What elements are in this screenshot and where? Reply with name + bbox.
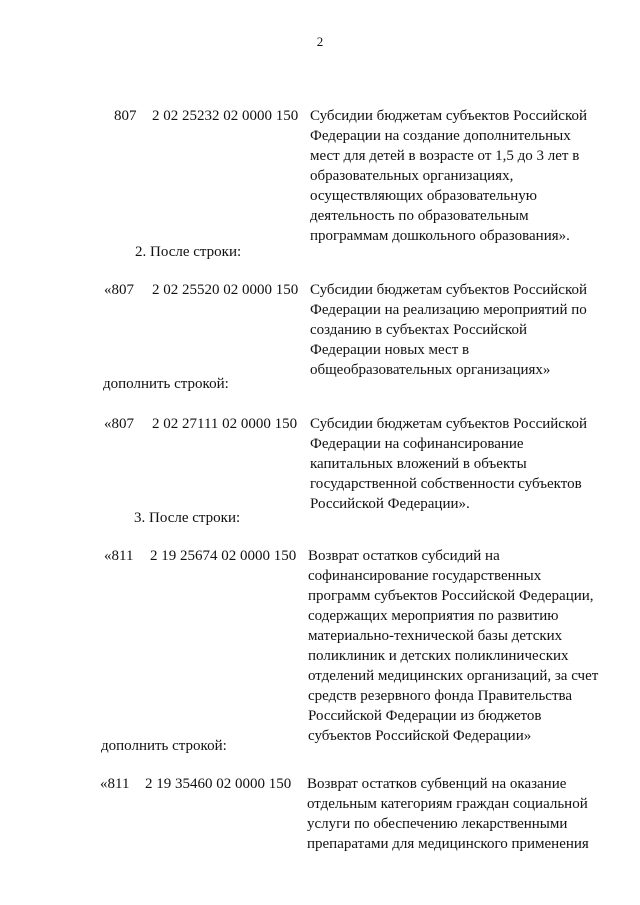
entry-3-prefix: «807 <box>104 416 134 432</box>
paragraph-after-row-3: 3. После строки: <box>134 510 241 526</box>
paragraph-after-row-2: 2. После строки: <box>135 244 242 260</box>
entry-4-line: субъектов Российской Федерации» <box>308 728 532 744</box>
paragraph-add-row-2: дополнить строкой: <box>101 738 227 754</box>
entry-2-line: общеобразовательных организациях» <box>310 362 551 378</box>
entry-2-description <box>310 280 600 380</box>
entry-3-description <box>310 414 600 514</box>
entry-1-line: Федерации на создание дополнительных <box>310 128 571 144</box>
entry-3-line: Субсидии бюджетам субъектов Российской <box>310 416 587 432</box>
entry-1-line: программам дошкольного образования». <box>310 228 570 244</box>
entry-5-line: препаратами для медицинского применения <box>307 836 589 852</box>
entry-5-line: услуги по обеспечению лекарственными <box>307 816 568 832</box>
entry-1-line: мест для детей в возрасте от 1,5 до 3 лет в <box>310 148 580 164</box>
entry-5-description <box>307 774 600 854</box>
entry-2-line: Субсидии бюджетам субъектов Российской <box>310 282 587 298</box>
entry-5-code: 2 19 35460 02 0000 150 <box>145 776 292 792</box>
entry-2-line: созданию в субъектах Российской <box>310 322 528 338</box>
entry-4-description <box>308 546 600 746</box>
entry-1-line: деятельность по образовательным <box>310 208 529 224</box>
entry-2-line: Федерации на реализацию мероприятий по <box>310 302 587 318</box>
entry-2-prefix: «807 <box>104 282 134 298</box>
entry-5-line: отдельным категориям граждан социальной <box>307 796 588 812</box>
entry-4-line: софинансирование государственных <box>308 568 542 584</box>
entry-2-line: Федерации новых мест в <box>310 342 470 358</box>
entry-4-line: материально-технической базы детских <box>308 628 563 644</box>
entry-4-line: Российской Федерации из бюджетов <box>308 708 542 724</box>
entry-3-line: Федерации на софинансирование <box>310 436 524 452</box>
entry-4-line: средств резервного фонда Правительства <box>308 688 573 704</box>
entry-3-code: 2 02 27111 02 0000 150 <box>152 416 298 432</box>
entry-5-line: Возврат остатков субвенций на оказание <box>307 776 567 792</box>
entry-4-line: программ субъектов Российской Федерации, <box>308 588 594 604</box>
entry-5-prefix: «811 <box>100 776 130 792</box>
entry-1-code: 2 02 25232 02 0000 150 <box>152 108 299 124</box>
entry-1-line: Субсидии бюджетам субъектов Российской <box>310 108 587 124</box>
entry-1-prefix: 807 <box>114 108 137 124</box>
entry-1-line: образовательных организациях, <box>310 168 514 184</box>
entry-4-code: 2 19 25674 02 0000 150 <box>150 548 297 564</box>
entry-4-line: отделений медицинских организаций, за счет <box>308 668 599 684</box>
entry-3-line: государственной собственности субъектов <box>310 476 582 492</box>
entry-4-line: содержащих мероприятия по развитию <box>308 608 559 624</box>
entry-3-line: капитальных вложений в объекты <box>310 456 527 472</box>
entry-4-line: поликлиник и детских поликлинических <box>308 648 569 664</box>
page-number: 2 <box>316 34 324 49</box>
paragraph-add-row-1: дополнить строкой: <box>103 376 229 392</box>
entry-1-line: осуществляющих образовательную <box>310 188 537 204</box>
entry-4-prefix: «811 <box>104 548 134 564</box>
entry-4-line: Возврат остатков субсидий на <box>308 548 500 564</box>
entry-1-description <box>310 106 600 246</box>
entry-2-code: 2 02 25520 02 0000 150 <box>152 282 299 298</box>
entry-3-line: Российской Федерации». <box>310 496 470 512</box>
